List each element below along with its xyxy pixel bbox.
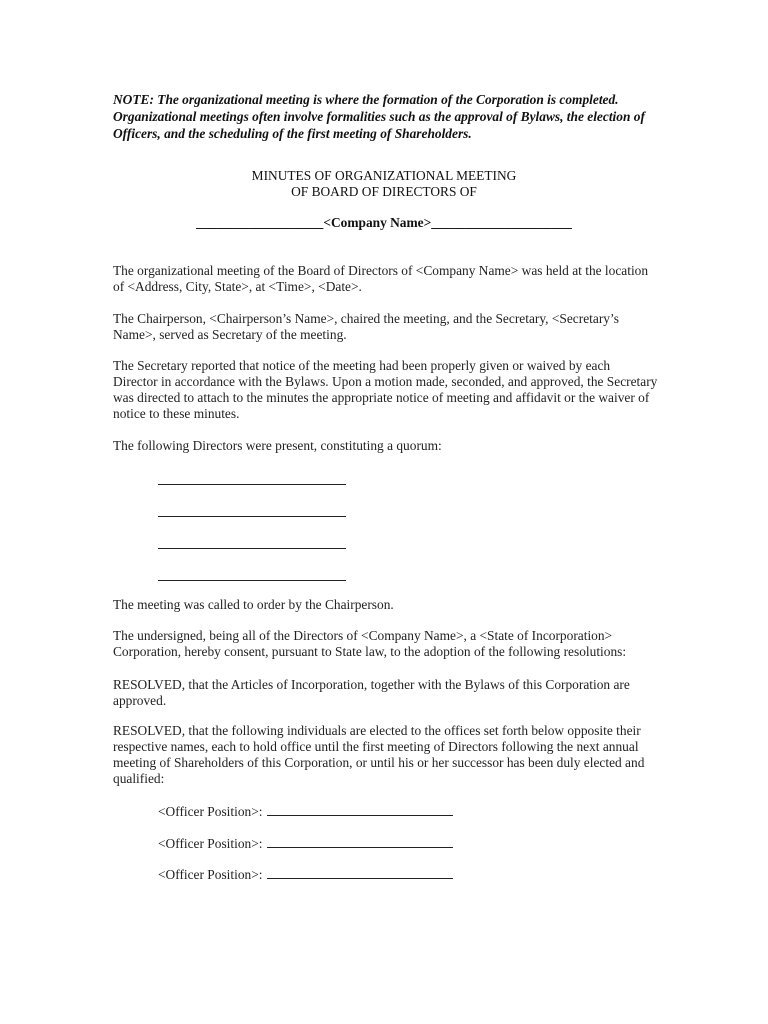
document-title-line-2: OF BOARD OF DIRECTORS OF xyxy=(291,184,477,199)
officer-name-line xyxy=(267,835,453,848)
officer-position-row xyxy=(158,866,453,883)
paragraph-called-to-order: The meeting was called to order by the Chairperson. xyxy=(113,597,394,612)
officer-name-line xyxy=(267,866,453,879)
paragraph-chairperson: The Chairperson, <Chairperson’s Name>, chaired the meeting, and the Secretary, <Secretary’s Name>, served as Secretary of the meeting. xyxy=(113,311,619,342)
officer-position-label: <Officer Position>: xyxy=(158,804,263,819)
company-name-line: ___________________<Company Name>_____________________ xyxy=(196,215,572,230)
paragraph-meeting-location: The organizational meeting of the Board of Directors of <Company Name> was held at the location of <Address, City, State>, at <Time>, <Date>. xyxy=(113,263,649,294)
officer-position-row xyxy=(158,803,453,820)
paragraph-resolved-articles: RESOLVED, that the Articles of Incorporation, together with the Bylaws of this Corporation are approved. xyxy=(113,677,630,708)
paragraph-consent: The undersigned, being all of the Directors of <Company Name>, a <State of Incorporation> Corporation, hereby consent, pursuant to State law, to the adoption of the following resolutions: xyxy=(113,628,627,659)
paragraph-notice: The Secretary reported that notice of the meeting had been properly given or waived by each Director in accordance with the Bylaws. Upon a motion made, seconded, and approved, the Secretary was directed to attach to the minutes the appropriate notice of meeting and affidavit or the waiver of notice to these minutes. xyxy=(113,358,658,421)
officer-position-label: <Officer Position>: xyxy=(158,867,263,882)
officer-name-line xyxy=(267,803,453,816)
director-signature-line-1 xyxy=(158,484,346,485)
document-title-line-1: MINUTES OF ORGANIZATIONAL MEETING xyxy=(251,168,517,183)
director-signature-line-3 xyxy=(158,548,346,549)
paragraph-resolved-officers: RESOLVED, that the following individuals are elected to the offices set forth below opposite their respective names, each to hold office until the first meeting of Directors following the next annual meeting of Shareholders of this Corporation, or until his or her successor has been duly elected and qualified: xyxy=(113,723,645,786)
director-signature-line-4 xyxy=(158,580,346,581)
officer-position-label: <Officer Position>: xyxy=(158,836,263,851)
officer-position-row xyxy=(158,835,453,852)
director-signature-line-2 xyxy=(158,516,346,517)
paragraph-directors-present: The following Directors were present, constituting a quorum: xyxy=(113,438,442,453)
organizational-meeting-note: NOTE: The organizational meeting is where the formation of the Corporation is completed. Organizational meetings often involve formalities such as the approval of Bylaws, the election of Officers, and the scheduling of the first meeting of Shareholders. xyxy=(113,92,645,141)
